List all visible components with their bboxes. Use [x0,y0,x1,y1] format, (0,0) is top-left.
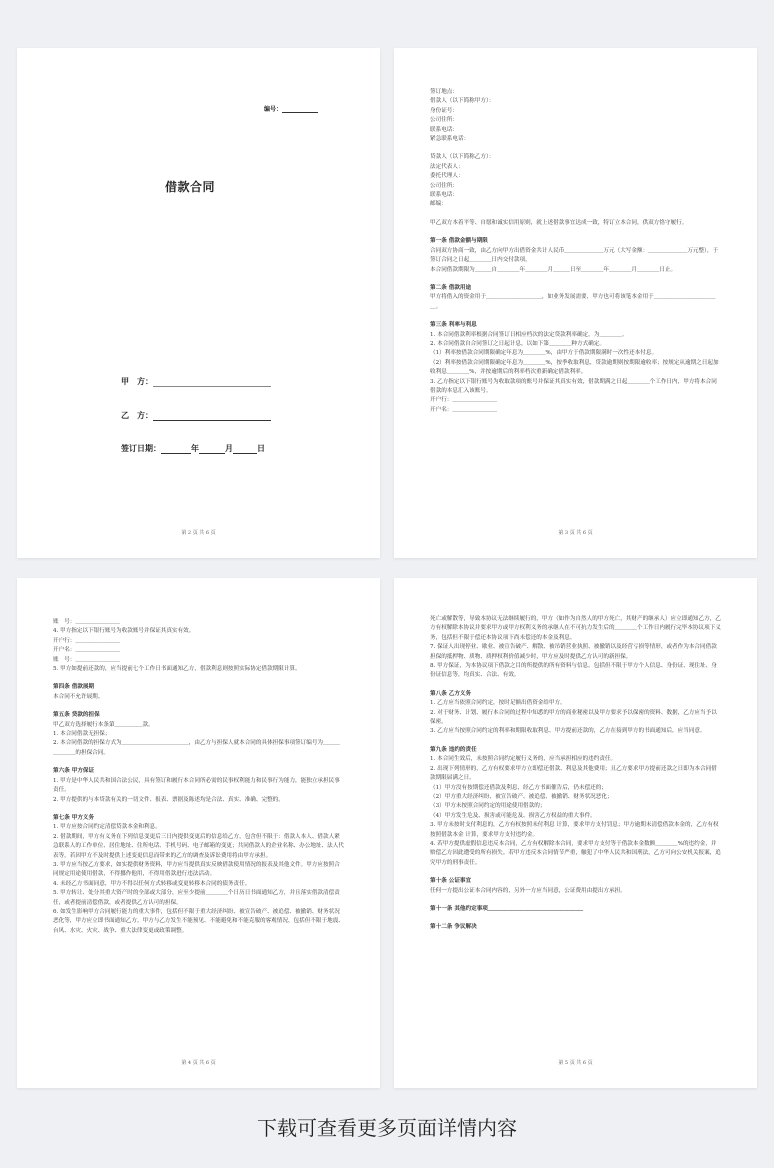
paragraph: 合同双方协商一致，由乙方向甲方出借资金共计人民币＿＿＿＿＿＿＿万元（大写金额：＿＿＿＿＿＿＿万元整），于签订合同之日起＿＿＿＿日内交付款项。 [430,247,719,264]
paragraph: 任何一方提出公证本合同内容的，另外一方应当同意，公证费用由提出方承担。 [430,887,626,894]
paragraph: 5. 甲方转让、处分其重大资产时的全部或大部分，应至少提前＿＿＿＿个日历日书面通知乙方，并且落实借款清偿责任，或者提前清偿借款，或者提供乙方认可的担保。 [53,890,340,906]
paragraph: 3. 甲方未按时支付利息的，乙方有权按照未付利息 计算，要求甲方支付罚息；甲方逾期未清偿借款本金的，乙方有权按照借款本金 计算，要求甲方支付违约金。 [430,822,719,838]
paragraph: 贷款人（以下简称乙方）： [430,154,495,161]
paragraph-gap [53,805,344,814]
paragraph: 死亡或解散等，导致本协议无法继续履行的，甲方（如作为自然人的甲方死亡，其财产的继承人）应立即通知乙方，乙方有权解除本协议并要求甲方或甲方权利义务的承继人在不可抗力发生后的＿＿＿＿个工作日内履行完毕本协议项下义务，包括但不限于偿还本协议项下尚未偿还的本金及利息。 [430,616,721,641]
section-heading: 第六条 甲方保证 [53,768,95,775]
contract-page-cover [17,48,380,558]
paragraph: 1. 本合同生效后，未按照合同约定履行义务的，应当承担相应的违约责任。 [430,756,617,763]
section-heading: 第九条 违约的责任 [430,746,477,753]
party-a-row [121,376,271,387]
paragraph: 邮编： [430,201,447,208]
paragraph: （3）甲方未按照合同约定的用途使用借款的； [430,803,546,810]
month-blank [199,446,225,454]
paragraph: （2）甲方重大经济纠纷、被宣告破产、被追偿、被撤销、财务状况恶化； [430,793,613,800]
section-heading: 第三条 利率与利息 [430,322,477,329]
paragraph: 2. 借款期间，甲方有义务在下列信息变更后三日内提供变更后的信息给乙方，包含但不限于：借款人本人、借款人紧急联系人的工作单位、居住地址、住所电话、手机号码、电子邮箱的变更；共同借款人的企业名称、办公地址、法人代表等。若因甲方不及时提供上述变更信息而带来的乙方的调查及诉讼费用将由甲方承担。 [53,833,344,859]
paragraph: 开户名：＿＿＿＿＿＿＿＿ [53,647,121,654]
paragraph: 1. 本合同借款利率根据合同签订日相应档次的法定贷款利率确定，为＿＿＿＿。 [430,331,628,338]
paragraph: 2. 本合同借款的担保方式为＿＿＿＿＿＿＿＿＿＿＿＿，由乙方与担保人就本合同的具体担保事项签订编号为＿＿＿＿＿＿＿的担保合同。 [53,740,340,756]
paragraph: 1. 甲方是中华人民共和国合法公民，具有签订和履行本合同所必需的民事权利能力和民事行为能力，能独立承担民事责任。 [53,777,340,794]
page-body [430,615,721,933]
paragraph: 5. 甲方如提前还款的，应当提前七个工作日书面通知乙方，借款利息则按照实际协定借款期限计算。 [53,666,301,673]
section-heading: 第二条 借款用途 [430,284,472,291]
paragraph: 6. 如发生影响甲方合同履行能力的重大事件，包括但不限于重大经济纠纷、被宣告破产、被追偿、被撤销、财务状况恶化等，甲方应立即书面通知乙方。甲方与乙方发生不能预见、不能避免和不能克服的客观情况，包括但不限于地震、台风、水灾、火灾、战争、重大法律变更或政策调整。 [53,908,344,934]
paragraph: 1. 乙方应当依照合同约定，按时足额出借资金给甲方。 [430,700,566,707]
contract-page-3 [394,48,757,558]
section-heading: 第十二条 争议解决 [430,924,477,931]
month-label: 月 [225,444,233,453]
paragraph-gap [430,868,721,877]
paragraph: 账 号：＿＿＿＿＿＿＿＿ [53,619,121,625]
watermark [102,274,137,310]
paragraph-gap [430,228,721,237]
page-footer: 第 3 页 共 6 页 [558,530,593,536]
paragraph-gap [430,312,721,321]
contract-page-4 [17,578,380,1088]
year-label: 年 [191,444,199,453]
paragraph: 甲方将借入的资金用于＿＿＿＿＿＿＿＿＿＿，如业务发展需要，甲方也可将该笔本金用于＿＿＿＿＿＿＿＿＿＿＿＿。 [430,294,716,310]
paragraph: 甲乙双方选择履行本条第＿＿＿＿＿款。 [53,721,154,728]
paragraph: 账 号：＿＿＿＿＿＿＿＿ [53,656,121,663]
paragraph: 3. 乙方应当按照合同约定的利率和期限收取利息。甲方提前还款的，乙方在接到甲方的书面通知后，应当同意。 [430,728,706,735]
contract-number-blank [282,105,318,113]
section-heading: 第七条 甲方义务 [53,814,95,821]
paragraph-gap [53,674,344,683]
paragraph-gap [53,702,344,711]
paragraph: 签订地点： [430,89,458,95]
contract-page-5 [394,578,757,1088]
paragraph-gap [430,681,721,690]
paragraph: 1. 甲方应按合同约定清偿贷款本金和利息。 [53,824,161,831]
download-more-caption[interactable]: 下载可查看更多页面详情内容 [257,1116,517,1140]
paragraph: 紧急联系电话： [430,136,470,143]
paragraph: 委托代理人： [430,173,464,180]
paragraph-gap [430,210,721,219]
paragraph: 联系电话： [430,192,458,199]
party-b-label: 乙 方： [121,411,153,420]
paragraph-gap [430,914,721,923]
page-footer: 第 5 页 共 6 页 [558,1060,593,1066]
year-blank [161,446,191,454]
paragraph-gap [53,758,344,767]
paragraph: 3. 甲方应当按乙方要求，如实提供财务资料，甲方应当提供真实反映借款使用情况的报表及其他文件。甲方应按照合同规定用途使用借款，不得挪作他用，不得用借款进行违法活动。 [53,861,340,878]
paragraph: （4）甲方发生危及、损害或可能危及、损害乙方权益的重大事件。 [430,812,596,819]
party-a-label: 甲 方： [121,377,153,386]
paragraph: （1）甲方没有按期偿还借款及利息，经乙方书面催告后，仍未偿还的； [430,784,607,791]
page-body [53,618,344,936]
paragraph: 联系电话： [430,126,458,133]
party-b-blank [153,413,271,421]
paragraph: 2. 甲方提供的与本贷款有关的一切文件、报表、票据及陈述均是合法、真实、准确、完整的。 [53,796,284,803]
day-label: 日 [257,444,265,453]
page-footer: 第 2 页 共 6 页 [181,530,216,536]
paragraph: 身份证号： [430,107,458,114]
paragraph-gap [430,275,721,284]
paragraph: （2）利率按借款合同期限确定年息为＿＿＿＿%，按季收取利息，贷款逾期则按期限逾收率；按规定从逾期之日起加收利息＿＿＿＿%，并按逾期后的利率档次重新确定借款利率。 [430,359,719,376]
paragraph: 开户名：＿＿＿＿＿＿＿＿ [430,406,498,413]
section-heading: 第五条 贷款的担保 [53,712,100,719]
paragraph: 4. 若甲方提供虚假信息违反本合同，乙方有权解除本合同，要求甲方支付等于借款本金数额＿＿＿＿%的违约金，并赔偿乙方因此遭受的所有损失。若甲方违反本合同情节严重，触犯了中华人民共和国刑法，乙方可向公安机关报案，追究甲方的刑事责任。 [430,840,721,866]
sign-date-label: 签订日期： [121,444,161,453]
paragraph: 公司住所： [430,182,458,189]
day-blank [233,446,257,454]
paragraph: 4. 甲方指定以下银行账号为收款账号并保证其真实有效。 [53,628,195,635]
paragraph: （1）利率按借款合同期限确定年息为＿＿＿＿%，由甲方于借款期限满时一次性还本付息。 [430,350,658,357]
paragraph: 2. 对于财务、计划、履行本合同的过程中知悉的甲方的商业秘密以及甲方要求予以保密的资料、数据，乙方应当予以保密。 [430,709,717,726]
page-body [430,88,721,415]
section-heading: 第十一条 其他约定事项＿＿＿＿＿＿＿＿＿＿＿＿＿＿＿＿＿ [430,905,583,912]
paragraph: 4. 未经乙方书面同意，甲方不得以任何方式转移或变更转移本合同的债务责任。 [53,880,251,887]
paragraph: 本合同不允许展期。 [53,693,104,700]
paragraph-gap [430,144,721,153]
section-heading: 第四条 借款展期 [53,684,95,691]
contract-number-row [264,104,318,113]
page-footer: 第 4 页 共 6 页 [181,1060,216,1066]
party-a-blank [153,379,271,387]
paragraph: 3. 乙方指定以下银行账号为收取款项的账号并保证其真实有效，借款期满之日起＿＿＿＿个工作日内，甲方将本合同借款的本息汇入该账号。 [430,378,717,394]
paragraph-gap [430,896,721,905]
paragraph: 开户行：＿＿＿＿＿＿＿＿ [53,637,121,644]
contract-title: 借款合同 [165,180,216,194]
paragraph: 1. 本合同借款无担保； [53,731,111,738]
paragraph: 法定代表人： [430,163,464,170]
paragraph-gap [430,737,721,746]
paragraph: 开户行：＿＿＿＿＿＿＿＿ [430,397,498,404]
sign-date-row [121,443,265,454]
paragraph: 2. 出现下列情形的，乙方有权要求甲方立即偿还借款、利息及其他费用；且乙方要求甲方提前还款之日即为本合同借款期限届满之日。 [430,765,717,782]
paragraph: 7. 保证人出现停业、歇业、被宣告破产、解散、被吊销营业执照、被撤销以及经营亏损等情形，或者作为本合同借款担保的抵押物、质物、质押权利价值减少时，甲方应及时提供乙方认可的新担保。 [430,644,717,660]
paragraph: 甲乙双方本着平等、自愿和诚实信用原则，就上述借款事宜达成一致，特订立本合同，供双方恪守履行。 [430,219,688,226]
contract-number-label: 编号： [264,106,283,113]
section-heading: 第八条 乙方义务 [430,690,472,697]
paragraph: 2. 本合同借款自合同签订之日起计息，以如下第＿＿＿＿种方式确定。 [430,340,605,347]
section-heading: 第十条 公证事宜 [430,878,472,885]
section-heading: 第一条 借款金额与期限 [430,238,488,245]
paragraph: 8. 甲方保证，为本协议项下借款之目的所提供的所有资料与信息，包括但不限于甲方个人信息、身份证、现住址、身份证信息等，均真实、合法、有效。 [430,663,717,679]
paragraph: 借款人（以下简称甲方）： [430,98,495,105]
paragraph: 本合同借款期限为＿＿＿自＿＿＿＿年＿＿＿＿月＿＿＿日至＿＿＿＿年＿＿＿＿月＿＿＿＿日止。 [430,266,677,273]
party-b-row [121,410,271,421]
paragraph: 公司住所： [430,117,458,124]
